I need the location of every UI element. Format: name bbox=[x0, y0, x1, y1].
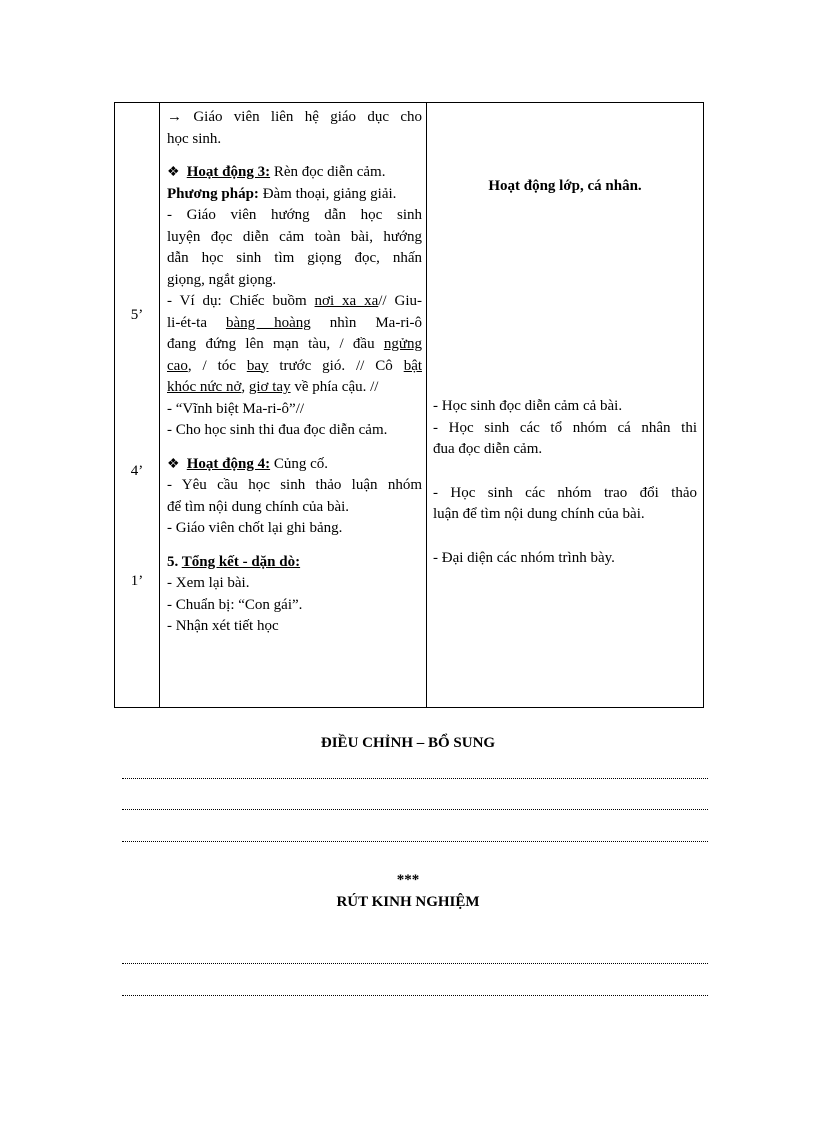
time-label-1min: 1’ bbox=[130, 573, 144, 589]
dotted-line bbox=[122, 840, 708, 842]
text-line: dẫn học sinh tìm giọng đọc, nhấn bbox=[167, 250, 422, 266]
text-line: - Xem lại bài. bbox=[167, 575, 250, 591]
section-title-adjustment: ĐIỀU CHỈNH – BỔ SUNG bbox=[320, 735, 496, 751]
text-line: - Yêu cầu học sinh thảo luận nhóm bbox=[167, 477, 422, 493]
diamond-bullet-icon: ❖ bbox=[167, 456, 180, 472]
text-line: - Học sinh đọc diễn cảm cả bài. bbox=[433, 398, 623, 414]
section-title-experience: RÚT KINH NGHIỆM bbox=[336, 894, 480, 910]
separator: *** bbox=[396, 872, 420, 888]
text-line: đua đọc diễn cảm. bbox=[433, 441, 543, 457]
diamond-bullet-icon: ❖ bbox=[167, 165, 180, 180]
time-label-5min: 5’ bbox=[130, 307, 144, 323]
text-line: luận để tìm nội dung chính của bài. bbox=[433, 506, 645, 522]
text-line: để tìm nội dung chính của bài. bbox=[167, 498, 350, 515]
lesson-table bbox=[114, 102, 704, 708]
dotted-line bbox=[122, 994, 708, 996]
student-activities bbox=[433, 395, 697, 568]
dotted-line bbox=[122, 962, 708, 964]
column-divider-activity bbox=[426, 103, 427, 707]
activity-3-heading: ❖ Hoạt động 3: Rèn đọc diễn cảm. bbox=[167, 162, 422, 184]
text-line: - Chuẩn bị: “Con gái”. bbox=[167, 596, 303, 613]
text-line: - Học sinh các nhóm trao đổi thảo bbox=[433, 484, 697, 501]
text-line: - Nhận xét tiết học bbox=[167, 618, 279, 634]
dotted-line bbox=[122, 777, 708, 779]
teacher-activities bbox=[167, 107, 422, 638]
column-divider-time bbox=[159, 103, 160, 707]
text-line: - “Vĩnh biệt Ma-ri-ô”// bbox=[167, 400, 305, 417]
text-line: - Giáo viên chốt lại ghi bảng. bbox=[167, 520, 343, 536]
time-label-4min: 4’ bbox=[130, 463, 144, 479]
text-line: - Đại diện các nhóm trình bày. bbox=[433, 549, 615, 566]
student-activity-heading: Hoạt động lớp, cá nhân. bbox=[488, 178, 642, 194]
text-line: luyện đọc diễn cảm toàn bài, hướng bbox=[167, 228, 422, 245]
dotted-line bbox=[122, 808, 708, 810]
text-line: giọng, ngắt giọng. bbox=[167, 271, 277, 288]
example-line: khóc nức nở, giơ tay về phía cậu. // bbox=[167, 379, 379, 395]
text-line: học sinh. bbox=[167, 130, 222, 147]
text-line: → Giáo viên liên hệ giáo dục cho bbox=[167, 109, 422, 125]
activity-4-heading: ❖ Hoạt động 4: Củng cố. bbox=[167, 454, 422, 476]
method-line: Phương pháp: Đàm thoại, giảng giải. bbox=[167, 185, 397, 202]
example-line: đang đứng lên mạn tàu, / đầu ngửng bbox=[167, 336, 422, 352]
summary-heading: 5. Tổng kết - dặn dò: bbox=[167, 553, 301, 570]
example-line: li-ét-ta bàng hoàng nhìn Ma-ri-ô bbox=[167, 314, 422, 331]
text-line: - Giáo viên hướng dẫn học sinh bbox=[167, 207, 422, 223]
text-line: - Cho học sinh thi đua đọc diễn cảm. bbox=[167, 422, 388, 438]
example-line: cao, / tóc bay trước gió. // Cô bật bbox=[167, 357, 423, 374]
example-line: - Ví dụ: Chiếc buồm nơi xa xa// Giu- bbox=[167, 293, 422, 309]
text-line: - Học sinh các tổ nhóm cá nhân thi bbox=[433, 419, 697, 436]
